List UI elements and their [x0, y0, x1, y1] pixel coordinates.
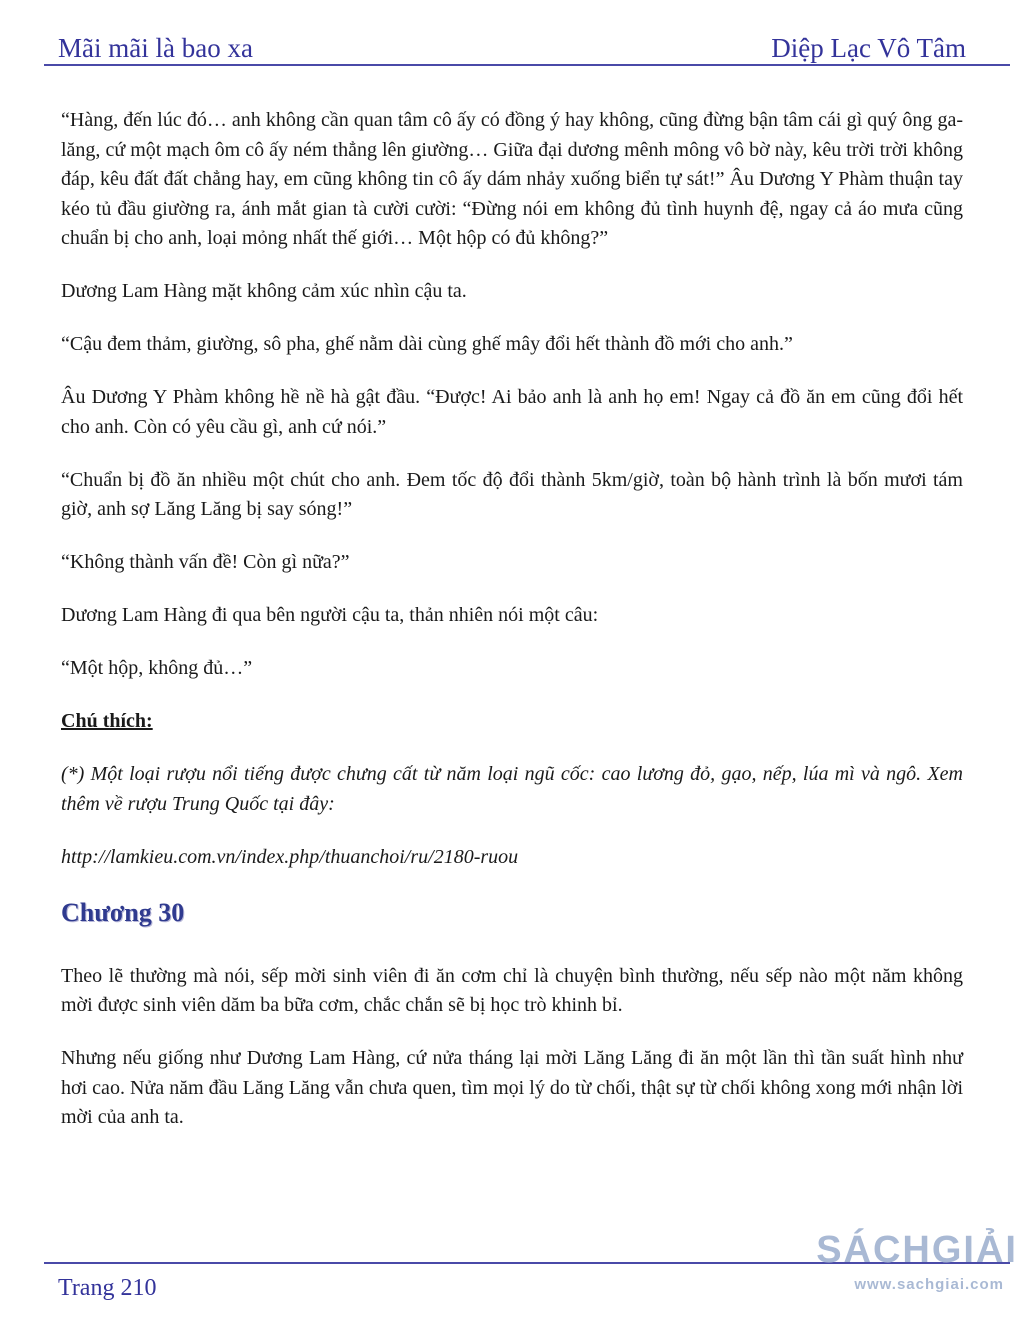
paragraph: “Hàng, đến lúc đó… anh không cần quan tâm cô ấy có đồng ý hay không, cũng đừng bận tâm cái gì quý ông ga-lăng, cứ một mạch ôm cô ấy ném thẳng lên giường… Giữa đại dương mênh mông vô bờ này, kêu trời trời không đáp, kêu đất đất chẳng hay, em cũng không tin cô ấy dám nhảy xuống biển tự sát!” Âu Dương Y Phàm thuận tay kéo tủ đầu giường ra, ánh mắt gian tà cười cười: “Đừng nói em không đủ tình huynh đệ, ngay cả áo mưa cũng chuẩn bị cho anh, loại mỏng nhất thế giới… Một hộp có đủ không?” [61, 109, 963, 249]
watermark-url: www.sachgiai.com [854, 1276, 1004, 1293]
paragraph: Dương Lam Hàng mặt không cảm xúc nhìn cậu ta. [61, 280, 467, 302]
watermark-brand: SÁCHGIẢI [816, 1229, 1018, 1271]
paragraph: “Không thành vấn đề! Còn gì nữa?” [61, 551, 350, 573]
paragraph: Âu Dương Y Phàm không hề nề hà gật đầu. “Được! Ai bảo anh là anh họ em! Ngay cả đồ ăn em cũng đổi hết cho anh. Còn có yêu cầu gì, anh cứ nói.” [61, 386, 963, 438]
paragraph: “Cậu đem thảm, giường, sô pha, ghế nằm dài cùng ghế mây đổi hết thành đồ mới cho anh.” [61, 333, 793, 355]
paragraph: “Chuẩn bị đồ ăn nhiều một chút cho anh. Đem tốc độ đổi thành 5km/giờ, toàn bộ hành trình là bốn mươi tám giờ, anh sợ Lăng Lăng bị say sóng!” [61, 468, 963, 520]
page-number: Trang 210 [58, 1275, 157, 1301]
book-title: Mãi mãi là bao xa [58, 33, 253, 63]
paragraph: Dương Lam Hàng đi qua bên người cậu ta, thản nhiên nói một câu: [61, 604, 599, 626]
chapter-title: Chương 30 [61, 898, 185, 927]
paragraph: “Một hộp, không đủ…” [61, 657, 253, 679]
author-name: Diệp Lạc Vô Tâm [771, 33, 966, 63]
footnote-heading: Chú thích: [61, 710, 153, 732]
paragraph: Theo lẽ thường mà nói, sếp mời sinh viên đi ăn cơm chỉ là chuyện bình thường, nếu sếp nào một năm không mời được sinh viên dăm ba bữa cơm, chắc chắn sẽ bị học trò khinh bỉ. [61, 964, 963, 1016]
watermark [816, 1228, 1018, 1293]
header-divider [44, 64, 1010, 66]
paragraph: Nhưng nếu giống như Dương Lam Hàng, cứ nửa tháng lại mời Lăng Lăng đi ăn một lần thì tần suất hình như hơi cao. Nửa năm đầu Lăng Lăng vẫn chưa quen, tìm mọi lý do từ chối, thật sự từ chối không xong mới nhận lời mời của anh ta. [61, 1047, 963, 1128]
footnote-text: (*) Một loại rượu nổi tiếng được chưng cất từ năm loại ngũ cốc: cao lương đỏ, gạo, nếp, lúa mì và ngô. Xem thêm về rượu Trung Quốc tại đây: [61, 763, 963, 815]
footnote-link: http://lamkieu.com.vn/index.php/thuanchoi/ru/2180-ruou [61, 845, 519, 868]
page-body [61, 106, 963, 1156]
page-header [58, 24, 966, 64]
